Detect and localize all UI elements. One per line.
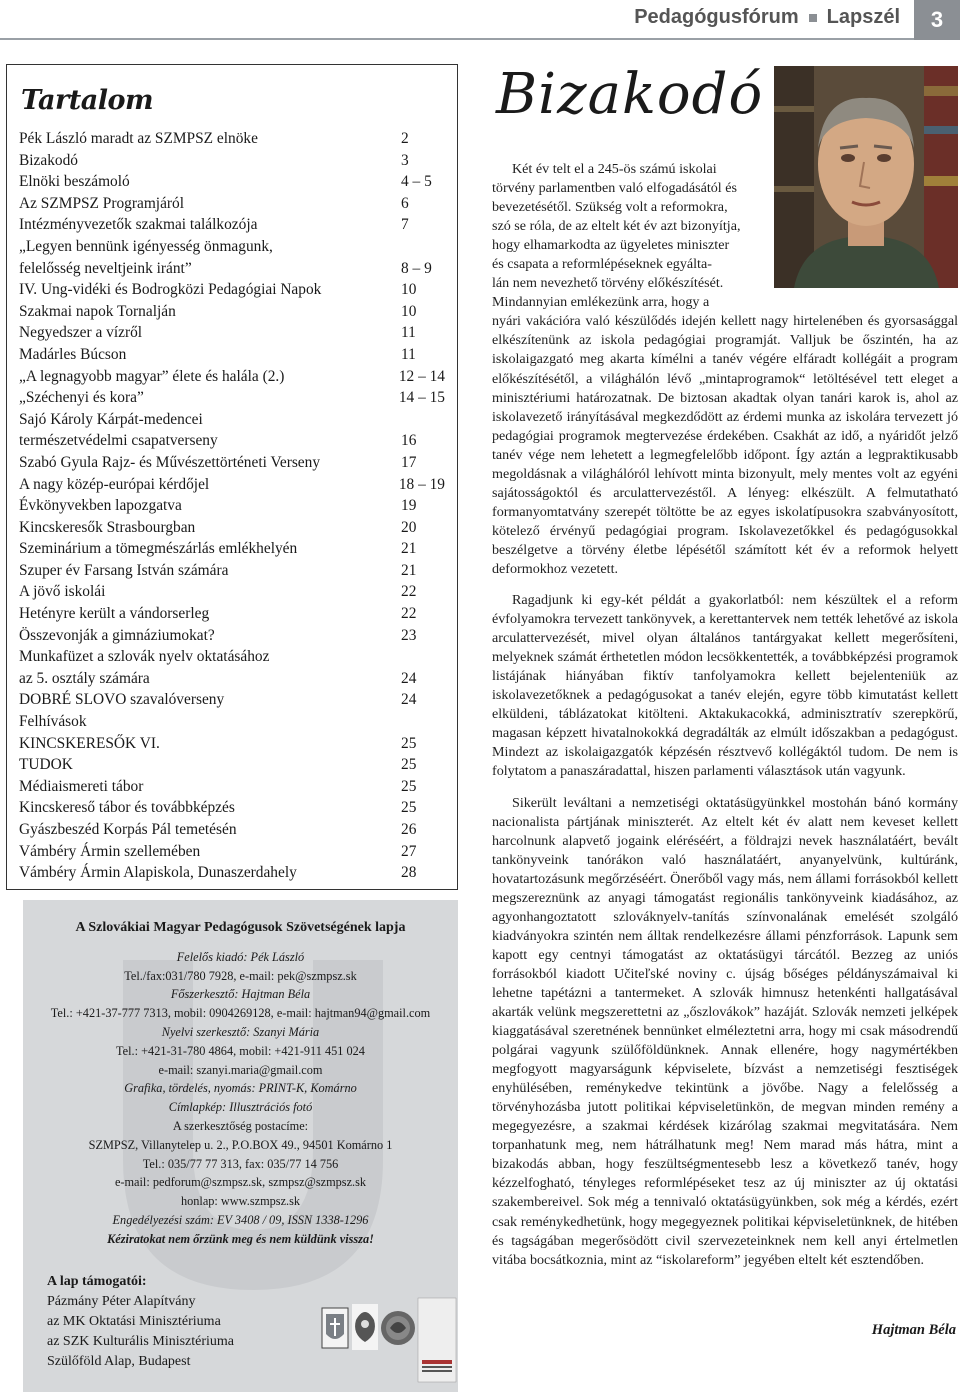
publisher-line: honlap: www.szmpsz.sk <box>180 1194 301 1209</box>
toc-item-page: 26 <box>401 821 417 838</box>
publisher-info <box>23 900 458 1249</box>
toc-item-title: Szakmai napok Tornalján <box>19 302 176 320</box>
toc-item-page: 3 <box>401 151 409 169</box>
toc-item-page <box>401 711 445 733</box>
toc-item <box>19 689 445 711</box>
toc-item <box>19 797 445 819</box>
supporters-block <box>47 1272 234 1372</box>
toc-title: Tartalom <box>21 85 154 116</box>
toc-item-page <box>401 409 445 431</box>
toc-item <box>19 646 445 668</box>
toc-item-title: Szeminárium a tömegmészárlás emlékhelyén <box>19 540 298 558</box>
publisher-line: Tel.: +421-31-780 4864, mobil: +421-911 451 024 <box>116 1043 365 1058</box>
intro-line: Mindannyian emlékezünk arra, hogy a <box>492 294 710 311</box>
toc-item-title: Kincskereső tábor és továbbképzés <box>19 799 235 817</box>
intro-line: lán nem nevezhető törvény előkészítését. <box>492 275 724 292</box>
toc-item-title: Szabó Gyula Rajz- és Művészettörténeti Verseny <box>19 453 321 471</box>
publisher-line: Nyelvi szerkesztő: Szanyi Mária <box>161 1024 320 1039</box>
toc-item-title: Felhívások <box>19 713 87 731</box>
article-body <box>492 160 958 1270</box>
toc-item-title: Munkafüzet a szlovák nyelv oktatásához <box>19 648 270 666</box>
toc-list <box>19 128 445 884</box>
toc-item-page: 24 <box>401 691 417 709</box>
toc-item-title: Hetényre került a vándorserleg <box>19 605 210 623</box>
toc-item-title: Összevonják a gimnáziumokat? <box>19 626 215 644</box>
square-separator-icon <box>809 14 817 22</box>
logo-szulofold-coin <box>381 1311 415 1345</box>
toc-item <box>19 452 445 474</box>
toc-item-page: 16 <box>401 432 417 450</box>
toc-item-title: Vámbéry Ármin szellemében <box>19 842 201 860</box>
toc-item <box>19 754 445 776</box>
toc-item-title: Szuper év Farsang István számára <box>19 561 229 579</box>
header-rule <box>0 38 915 40</box>
toc-item-page: 11 <box>401 345 416 363</box>
intro-line: törvény parlamentben való elfogadásától és <box>492 180 737 197</box>
toc-item-page: 22 <box>401 583 417 601</box>
toc-item <box>19 776 445 798</box>
toc-item-title: Az SZMPSZ Programjáról <box>19 194 185 212</box>
intro-line: és csapata a reformlépéseknek egyálta- <box>492 256 712 273</box>
publisher-line: Tel.: 035/77 77 313, fax: 035/77 14 756 <box>142 1156 339 1171</box>
toc-item-page <box>401 646 445 668</box>
toc-item-page: 21 <box>401 561 417 579</box>
toc-item-title: az 5. osztály számára <box>19 669 150 687</box>
toc-item <box>19 841 445 863</box>
toc-item-title: Pék László maradt az SZMPSZ elnöke <box>19 130 258 147</box>
publisher-line: Címlapkép: Illusztrációs fotó <box>168 1100 313 1115</box>
toc-item-title: Kincskeresők Strasbourgban <box>19 518 196 536</box>
toc-item-title: Gyászbeszéd Korpás Pál temetésén <box>19 821 237 838</box>
toc-item-page: 11 <box>401 324 416 342</box>
publisher-line: e-mail: szanyi.maria@gmail.com <box>158 1062 323 1077</box>
journal-name: Pedagógusfórum <box>634 6 799 28</box>
supporter-item: az SZK Kulturális Minisztériuma <box>47 1334 235 1349</box>
supporter-logos <box>318 1290 458 1390</box>
logo-mk-emblem <box>322 1308 348 1348</box>
toc-item <box>19 603 445 625</box>
toc-item-title: DOBRÉ SLOVO szavalóverseny <box>19 691 225 709</box>
publisher-line: Grafika, tördelés, nyomás: PRINT-K, Komárno <box>124 1081 357 1096</box>
publisher-heading: A Szlovákiai Magyar Pedagógusok Szövetségének lapja <box>75 920 406 935</box>
toc-item-title: Vámbéry Ármin Alapiskola, Dunaszerdahely <box>19 864 297 882</box>
article-paragraph: Ragadjunk ki egy-két példát a gyakorlatból: nem készültek el a reform évfolyamokra tervezett tankönyvek, a kerettantervek nem tették lehetővé az iskola arculattervezését, mivel olyan általános tantárgyakat kellett megerősíteni, melyeknek számát érthetetlen módon lecsökkentették, a továbbképzési programok listájának hiányában fiktív tanfolyamokra kellett bejelenteniük az iskolavezetőknek a pedagógusokat a tanév elején, egyre több kimutatást kellett elküldeni, táblázatokat kitölteni. Aktakukacokká, adminisztratív szerepkörű, magasan képzett hivatalnokokká degradálták az elmúlt időszakban a pedagógust. Mindezt az iskolaigazgatók képzésén résztvevő kollégáktól tudom. De nem is folytatom a panaszáradattal, hiszen parlamenti választások után vagyunk. <box>492 592 958 780</box>
toc-item <box>19 711 445 733</box>
toc-item-page: 2 <box>401 130 409 147</box>
intro-line: bevezetésétől. Szükség volt a reformokra, <box>492 199 728 216</box>
toc-item-page: 8 – 9 <box>401 259 432 277</box>
toc-item <box>19 430 445 452</box>
toc-item-title: A jövő iskolái <box>19 583 106 601</box>
toc-item <box>19 344 445 366</box>
toc-item-page: 7 <box>401 216 409 234</box>
section-name: Lapszél <box>826 6 900 28</box>
toc-item-page: 6 <box>401 194 409 212</box>
page-number: 3 <box>914 0 960 40</box>
toc-item <box>19 150 445 172</box>
toc-item-title: „Széchenyi és kora” <box>19 389 144 407</box>
toc-item-page: 12 – 14 <box>398 367 445 385</box>
toc-item-title: „Legyen bennünk igényesség önmagunk, <box>19 237 273 255</box>
toc-item-title: Bizakodó <box>19 151 78 169</box>
publisher-line: Tel.: +421-37-777 7313, mobil: 0904269128, e-mail: hajtman94@gmail.com <box>50 1006 431 1021</box>
toc-item <box>19 581 445 603</box>
toc-item-page: 20 <box>401 518 417 536</box>
intro-line: hogy elhamarkodta az ügyeletes miniszter <box>492 237 730 254</box>
publisher-line: Tel./fax:031/780 7928, e-mail: pek@szmpsz.sk <box>124 968 357 983</box>
toc-item-title: Negyedszer a vízről <box>19 324 143 342</box>
toc-item-page: 14 – 15 <box>398 389 445 407</box>
toc-item-title: „A legnagyobb magyar” élete és halála (2.) <box>19 367 285 385</box>
toc-item-title: Madárles Búcson <box>19 345 127 363</box>
toc-item-page: 28 <box>401 864 417 882</box>
toc-item <box>19 538 445 560</box>
toc-item <box>19 322 445 344</box>
publisher-line: SZMPSZ, Villanytelep u. 2., P.O.BOX 49., 94501 Komárno 1 <box>88 1137 393 1152</box>
toc-item-page: 25 <box>401 756 417 774</box>
article-title: Bizakodó <box>496 62 764 127</box>
toc-item <box>19 193 445 215</box>
toc-item-title: Elnöki beszámoló <box>19 173 130 191</box>
toc-item-title: természetvédelmi csapatverseny <box>19 432 218 450</box>
article-paragraph: nyári vakációra való készülődés idején kellett nagy hirtelenében és gyorsasággal elkészítenünk az iskola pedagógiai programját. Valljuk be őszintén, ha az iskolaigazgató meg akarta kímélni a tanév végére elfáradt kollégáit a program előkészítésétől, a világhálón lévő „mintaprogramok“ letöltésével tett eleget a minisztériumi határozatnak. De biztosan akadtak olyan tanári karok is, ahol az iskolavezető irányításával megkezdődött az érdemi munka az iskolára tervezett jó pedagógiai programok megtervezése érdekében. Csakhát az idő, a nyáridőt jelző tanév vége nem lehetett a legmegfelelőbb időpont. Így aztán a legpraktikusabb megoldásnak a világhálóról lehívott minta bizonyult, mely mentes volt az egyéni sajátosságoktól és arculattervezéstől. A lényeg: elkészült. A felmutatható formanyomtatvány szerepét töltötte be az egyes iskolatípusokra szabványosított, kötelező érvényű pedagógiai program. Iskolavezetőkkel és pedagógusokkal beszélgetve a törvény életbe lépésétől számított két év a reformok helyett deformokhoz vezetett. <box>492 313 958 577</box>
toc-item-title: IV. Ung-vidéki és Bodrogközi Pedagógiai Napok <box>19 281 322 299</box>
toc-item-title: Évkönyvekben lapozgatva <box>19 497 182 515</box>
publisher-line: Felelős kiadó: Pék László <box>176 949 305 964</box>
toc-item <box>19 258 445 280</box>
supporters-heading: A lap támogatói: <box>47 1274 147 1289</box>
running-title <box>634 6 900 29</box>
toc-item <box>19 733 445 755</box>
toc-item <box>19 301 445 323</box>
toc-item-title: Médiaismereti tábor <box>19 777 144 795</box>
toc-item-title: Intézményvezetők szakmai találkozója <box>19 216 258 234</box>
toc-item-page: 21 <box>401 540 417 558</box>
toc-item <box>19 517 445 539</box>
toc-item-title: KINCSKERESŐK VI. <box>19 734 160 752</box>
toc-item-title: TUDOK <box>19 756 73 774</box>
publisher-lines <box>23 948 458 1249</box>
toc-item <box>19 474 445 496</box>
toc-item <box>19 819 445 841</box>
table-of-contents <box>6 64 458 890</box>
toc-item <box>19 625 445 647</box>
toc-item <box>19 214 445 236</box>
toc-item <box>19 668 445 690</box>
toc-item-page: 27 <box>401 842 417 860</box>
author-signature: Hajtman Béla <box>871 1322 956 1338</box>
publisher-line: Engedélyezési szám: EV 3408 / 09, ISSN 1338-1296 <box>112 1212 369 1227</box>
toc-item-page: 25 <box>401 777 417 795</box>
toc-item <box>19 236 445 258</box>
toc-item-page: 25 <box>401 799 417 817</box>
intro-line: szó se róla, de az eltelt két év azt bizonyítja, <box>492 218 741 235</box>
logo-szulofold-alap <box>418 1298 456 1382</box>
toc-item-page: 4 – 5 <box>401 173 432 191</box>
toc-item-page: 10 <box>401 281 417 299</box>
toc-item-page <box>401 236 445 258</box>
toc-item <box>19 495 445 517</box>
publisher-line: Kéziratokat nem őrzünk meg és nem küldünk vissza! <box>107 1231 374 1246</box>
toc-item-page: 18 – 19 <box>398 475 445 493</box>
toc-item <box>19 279 445 301</box>
article-intro <box>492 160 764 312</box>
toc-item-page: 24 <box>401 669 417 687</box>
toc-item <box>19 128 445 150</box>
toc-item-title: felelősség neveltjeink iránt” <box>19 259 192 277</box>
toc-item <box>19 171 445 193</box>
supporter-item: Pázmány Péter Alapítvány <box>47 1294 196 1309</box>
intro-line: Két év telt el a 245-ös számú iskolai <box>512 161 717 177</box>
logo-szk-emblem <box>352 1304 378 1350</box>
toc-item <box>19 560 445 582</box>
toc-item-page: 17 <box>401 453 417 471</box>
publisher-line: A szerkesztőség postacíme: <box>172 1118 309 1133</box>
toc-item-title: Sajó Károly Kárpát-medencei <box>19 410 203 428</box>
toc-item-title: A nagy közép-európai kérdőjel <box>19 475 210 493</box>
page-header <box>0 0 960 40</box>
toc-item <box>19 862 445 884</box>
article-paragraph: Sikerült leváltani a nemzetiségi oktatásügyünkkel mostohán bánó kormány nacionalista pártjának miniszterét. Az eltelt két év alatt nem keveset kellett harcolnunk alapvető jogaink eléréséért, a földrajzi nevek használatáért, bevált tankönyveink tanórákon való használatáért, anyanyelvünk, kultúránk, hovatartozásunk megőrzéséért. Önerőből vagy más, nem állami forrásokból kellett megszereznünk az anyagi támogatást regionális tankönyveink kiadásához, az agyonhangoztatott szlováknyelv-tanítás színvonalának emelését szolgáló kiadványokra szintén nem álltak rendelkezésre állami pénzforrások. Lapunk sem kapott egy centnyi támogatást az oktatásügyi tárcától. Bezzeg az uniós forrásokból kiadott Učiteľské noviny c. újság bőséges példányszámaival ki lehetne tapétázni a tantermeket. A szlovák himnusz hetenkénti hallgatásával akarták velünk megszerettetni az „őszlovákok” hazáját. Szlovák nemzeti jelképek kiaggatásával szeretnének bennünket elméleztetni arra, hogy mi csak másodrendű polgárai vagyunk szülőföldünknek. Annak ellenére, hogy nagymértékben megfogyott magyarságunk képviselete, bízvást a nemzetiségi fesztiségek enyhülésében, reménykedve tekintünk a jövőbe. Nagy a felelősség a törvényhozásba jutott politikai képviseletünkön, de megvan minden remény a megegyezésre, a szakmai kérdések kizárólag szakmai megvitatására. Nem torpanhatunk meg, nem hátrálhatunk meg! Nem marad más hátra, mint a bizakodás abban, hogy feszültségmentesebb lesz a következő tanév, hogy kézzelfogható, tényleges reformlépéseket tesz az új miniszter az új oktatási szakembereivel. Sok még a tennivaló oktatásügyünkben, sok még a kérdés, ezért csak reménykedhetünk, hogy megegyeznek politikai képviseletünknek, de hitében és tagságában megerősödött civil szervezeteinknek nem kell anyi értelmetlen vitába bocsátkoznia, mint az “iskolareform” jegyében eltelt két esztendőben. <box>492 794 958 1268</box>
supporter-item: az MK Oktatási Minisztériuma <box>47 1314 221 1329</box>
supporter-item: Szülőföld Alap, Budapest <box>47 1354 191 1369</box>
toc-item-page: 23 <box>401 626 417 644</box>
toc-item-page: 10 <box>401 302 417 320</box>
toc-item-page: 19 <box>401 497 417 515</box>
publisher-line: e-mail: pedforum@szmpsz.sk, szmpsz@szmpsz.sk <box>114 1175 367 1190</box>
publisher-line: Főszerkesztő: Hajtman Béla <box>170 987 311 1002</box>
toc-item <box>19 387 445 409</box>
toc-item <box>19 409 445 431</box>
toc-item-page: 25 <box>401 734 417 752</box>
publisher-box <box>23 900 458 1392</box>
toc-item-page: 22 <box>401 605 417 623</box>
toc-item <box>19 366 445 388</box>
